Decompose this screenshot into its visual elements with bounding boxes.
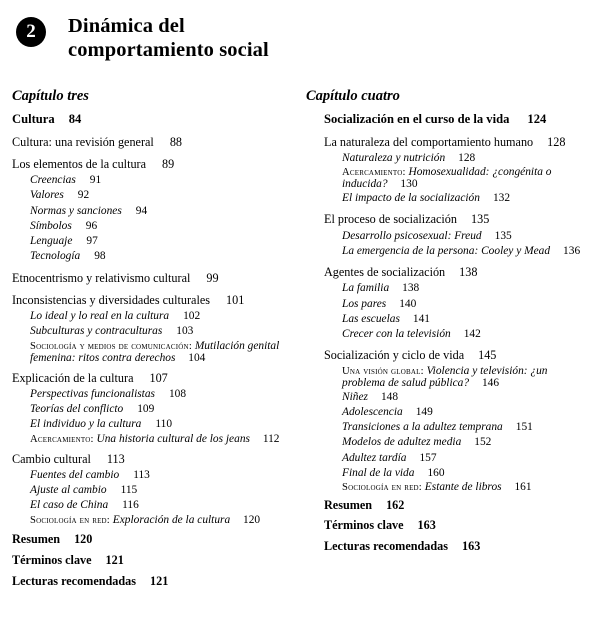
toc-entry-label: Teorías del conflicto — [30, 403, 124, 416]
toc-entry-page: 162 — [386, 498, 405, 513]
toc-entry[interactable] — [30, 387, 290, 401]
toc-entry-page: 138 — [402, 282, 420, 295]
toc-entry[interactable] — [342, 151, 588, 165]
toc-entry[interactable] — [30, 483, 290, 497]
toc-entry-label: Términos clave — [12, 552, 92, 567]
toc-entry-page: 152 — [474, 436, 492, 449]
toc-entry-label: El proceso de socialización — [324, 212, 457, 227]
page-title-line2: comportamiento social — [68, 39, 269, 62]
toc-entry-label: Ajuste al cambio — [30, 484, 107, 497]
toc-entry-page: 91 — [89, 174, 102, 187]
toc-entry[interactable] — [324, 265, 588, 280]
toc-entry[interactable] — [12, 271, 290, 286]
toc-entry[interactable] — [30, 324, 290, 338]
toc-entry-page: 128 — [547, 134, 566, 149]
toc-entry[interactable] — [342, 451, 588, 465]
toc-entry[interactable] — [324, 112, 588, 128]
toc-entry-page: 157 — [419, 451, 437, 464]
toc-entry-label: Cambio cultural — [12, 451, 91, 466]
toc-entry-page: 149 — [415, 405, 433, 418]
column-heading-left: Capítulo tres — [12, 88, 89, 104]
toc-entry-kicker: Sociología en red: — [30, 514, 113, 526]
toc-entry-page: 163 — [417, 518, 436, 533]
toc-entry-label: Valores — [30, 189, 64, 202]
toc-entry-label: Términos clave — [324, 518, 404, 533]
toc-entry-label: Normas y sanciones — [30, 204, 122, 217]
toc-entry[interactable] — [342, 191, 588, 205]
toc-entry-page: 120 — [74, 531, 93, 546]
toc-entry-label: Transiciones a la adultez temprana — [342, 421, 503, 434]
toc-entry[interactable] — [324, 539, 588, 554]
toc-entry-label: La naturaleza del comportamiento humano — [324, 134, 534, 149]
toc-entry-page: 97 — [86, 235, 98, 248]
toc-entry[interactable] — [30, 417, 290, 431]
toc-entry-page: 124 — [527, 112, 547, 126]
toc-entry-page: 88 — [169, 134, 182, 149]
toc-entry-label: Adultez tardía — [342, 451, 407, 464]
toc-entry-kicker: Sociología en red: — [342, 482, 425, 494]
toc-column-right — [300, 88, 588, 590]
toc-entry[interactable] — [342, 312, 588, 326]
toc-entry[interactable] — [12, 112, 290, 128]
toc-entry[interactable] — [30, 309, 290, 323]
toc-entry-page: 96 — [85, 219, 98, 232]
toc-entry[interactable] — [12, 553, 290, 568]
toc-entry-page: 142 — [463, 328, 481, 341]
chapter-number-badge: 2 — [16, 17, 46, 47]
toc-entry-page: 151 — [515, 421, 533, 434]
toc-entry[interactable] — [342, 405, 588, 419]
toc-entry-label: Adolescencia — [342, 405, 403, 418]
toc-entry-page: 160 — [427, 466, 445, 479]
toc-entry-page: 103 — [176, 325, 194, 338]
toc-entry-page: 132 — [492, 192, 511, 205]
chapter-header — [12, 14, 588, 72]
toc-entry-kicker: Una visión global: — [342, 365, 427, 377]
toc-entry[interactable] — [342, 420, 588, 434]
page-title — [68, 14, 269, 62]
toc-entry-label: Símbolos — [30, 219, 72, 232]
toc-entry-page: 161 — [514, 481, 532, 494]
toc-columns — [12, 88, 588, 590]
toc-entry[interactable] — [342, 481, 588, 493]
toc-entry-label: Desarrollo psicosexual: Freud — [342, 229, 482, 242]
toc-entry[interactable] — [324, 135, 588, 150]
toc-entry-kicker: Sociología y medios de comunicación: — [30, 340, 195, 352]
toc-entry[interactable] — [342, 435, 588, 449]
toc-entry[interactable] — [30, 249, 290, 263]
toc-entry[interactable] — [324, 212, 588, 227]
toc-entry[interactable] — [30, 433, 290, 445]
toc-entry-page: 89 — [162, 156, 175, 171]
toc-entry[interactable] — [30, 402, 290, 416]
toc-entry-label: El impacto de la socialización — [342, 192, 480, 205]
toc-entry[interactable] — [12, 293, 290, 308]
toc-entry[interactable] — [30, 204, 290, 218]
toc-entry-label: Final de la vida — [342, 466, 415, 479]
toc-entry-page: 148 — [380, 390, 399, 403]
toc-entry[interactable] — [324, 348, 588, 363]
toc-entry-label: La emergencia de la persona: Cooley y Mead — [342, 244, 551, 257]
toc-entry-page: 135 — [494, 229, 512, 242]
toc-entry[interactable] — [342, 466, 588, 480]
toc-entry-label: Estante de libros — [424, 481, 502, 494]
toc-entry-page: 121 — [105, 552, 124, 567]
toc-entry[interactable] — [12, 135, 290, 150]
toc-entry-label: Cultura — [12, 112, 55, 126]
toc-entry[interactable] — [12, 452, 290, 467]
toc-entry-list-left — [12, 112, 290, 589]
toc-entry-label: Etnocentrismo y relativismo cultural — [12, 270, 191, 285]
toc-entry-page: 110 — [155, 418, 173, 431]
toc-entry-label: Los pares — [342, 297, 387, 310]
toc-entry-label: Inconsistencias y diversidades culturales — [12, 292, 210, 307]
toc-entry-page: 101 — [226, 292, 245, 307]
toc-entry-list-right — [306, 112, 588, 554]
toc-entry[interactable] — [30, 340, 290, 364]
toc-entry-kicker: Acercamiento: — [342, 167, 409, 179]
toc-entry[interactable] — [324, 518, 588, 533]
toc-entry-page: 116 — [122, 499, 139, 512]
toc-entry[interactable] — [342, 297, 588, 311]
toc-entry[interactable] — [342, 281, 588, 295]
toc-entry[interactable] — [342, 365, 588, 389]
column-heading-right: Capítulo cuatro — [306, 88, 400, 104]
toc-entry-label: Socialización y ciclo de vida — [324, 348, 465, 363]
toc-entry[interactable] — [30, 234, 290, 248]
toc-entry-label: Explicación de la cultura — [12, 370, 134, 385]
toc-entry-label: Subculturas y contraculturas — [30, 325, 163, 338]
toc-entry-label: Tecnología — [30, 250, 81, 263]
toc-entry-page: 108 — [168, 387, 187, 400]
toc-entry[interactable] — [30, 498, 290, 512]
toc-entry-label: Naturaleza y nutrición — [342, 151, 446, 164]
toc-entry-label: Lo ideal y lo real en la cultura — [30, 310, 170, 323]
toc-entry[interactable] — [342, 166, 588, 190]
toc-entry-label: Lecturas recomendadas — [324, 538, 449, 553]
toc-entry[interactable] — [30, 219, 290, 233]
toc-entry[interactable] — [342, 229, 588, 243]
toc-entry-page: 145 — [478, 348, 497, 363]
toc-entry[interactable] — [30, 173, 290, 187]
toc-entry-page: 120 — [243, 513, 261, 526]
toc-entry-label: Niñez — [342, 390, 368, 403]
toc-entry-page: 136 — [563, 244, 581, 257]
toc-entry-label: Socialización en el curso de la vida — [324, 112, 510, 126]
toc-column-left — [12, 88, 300, 590]
toc-entry-page: 163 — [462, 538, 481, 553]
toc-entry-page: 98 — [94, 250, 106, 263]
toc-entry-page: 113 — [133, 468, 150, 481]
toc-entry-page: 128 — [458, 151, 476, 164]
toc-entry-label: Fuentes del cambio — [30, 468, 120, 481]
toc-entry-page: 107 — [149, 370, 168, 385]
toc-entry-label: Lecturas recomendadas — [12, 574, 137, 589]
toc-entry[interactable] — [30, 468, 290, 482]
toc-entry-label: Las escuelas — [342, 312, 400, 325]
toc-entry[interactable] — [12, 574, 290, 589]
toc-entry-label: Perspectivas funcionalistas — [30, 387, 155, 400]
toc-entry-label: Cultura: una revisión general — [12, 134, 154, 149]
toc-entry-page: 140 — [399, 297, 417, 310]
toc-entry-label: Una historia cultural de los jeans — [96, 432, 250, 445]
toc-entry-page: 109 — [137, 403, 155, 416]
toc-entry[interactable] — [30, 514, 290, 526]
toc-entry-label: El individuo y la cultura — [30, 418, 142, 431]
toc-entry-label: Mutilación genital femenina: ritos contra derechos — [30, 339, 280, 364]
toc-entry-label: Modelos de adultez media — [342, 436, 462, 449]
toc-entry[interactable] — [12, 157, 290, 172]
toc-entry[interactable] — [342, 244, 588, 258]
toc-entry[interactable] — [324, 498, 588, 513]
toc-entry[interactable] — [342, 327, 588, 341]
toc-entry-page: 84 — [68, 112, 82, 126]
toc-entry-page: 130 — [400, 178, 418, 191]
toc-entry-label: El caso de China — [30, 499, 109, 512]
toc-entry-page: 113 — [106, 451, 125, 466]
toc-entry-page: 146 — [481, 376, 500, 389]
toc-entry-label: Creencias — [30, 174, 76, 187]
toc-entry-page: 135 — [471, 212, 490, 227]
toc-entry-label: Lenguaje — [30, 235, 73, 248]
toc-entry-page: 102 — [183, 310, 201, 323]
toc-entry-label: Resumen — [324, 498, 373, 513]
toc-entry-label: Homosexualidad: ¿congénita o inducida? — [342, 166, 552, 191]
toc-entry-label: Agentes de socialización — [324, 265, 446, 280]
toc-entry-label: La familia — [342, 282, 390, 295]
toc-entry[interactable] — [342, 390, 588, 404]
toc-entry-label: Crecer con la televisión — [342, 328, 451, 341]
toc-entry-page: 141 — [412, 312, 430, 325]
toc-entry-label: Violencia y televisión: ¿un problema de salud pública? — [342, 364, 548, 389]
toc-entry-page: 104 — [188, 351, 206, 364]
toc-entry[interactable] — [12, 371, 290, 386]
toc-entry-page: 94 — [135, 204, 148, 217]
toc-entry[interactable] — [30, 188, 290, 202]
toc-entry-page: 99 — [206, 270, 219, 285]
toc-entry-page: 112 — [262, 432, 280, 445]
toc-entry-page: 92 — [77, 189, 90, 202]
toc-entry-page: 115 — [120, 484, 138, 497]
page-title-line1: Dinámica del — [68, 15, 185, 37]
toc-entry-kicker: Acercamiento: — [30, 433, 97, 445]
toc-entry-label: Los elementos de la cultura — [12, 156, 147, 171]
toc-entry-page: 121 — [150, 574, 169, 589]
toc-entry-label: Exploración de la cultura — [112, 513, 231, 526]
toc-entry-label: Resumen — [12, 531, 61, 546]
toc-entry-page: 138 — [459, 265, 478, 280]
toc-entry[interactable] — [12, 532, 290, 547]
